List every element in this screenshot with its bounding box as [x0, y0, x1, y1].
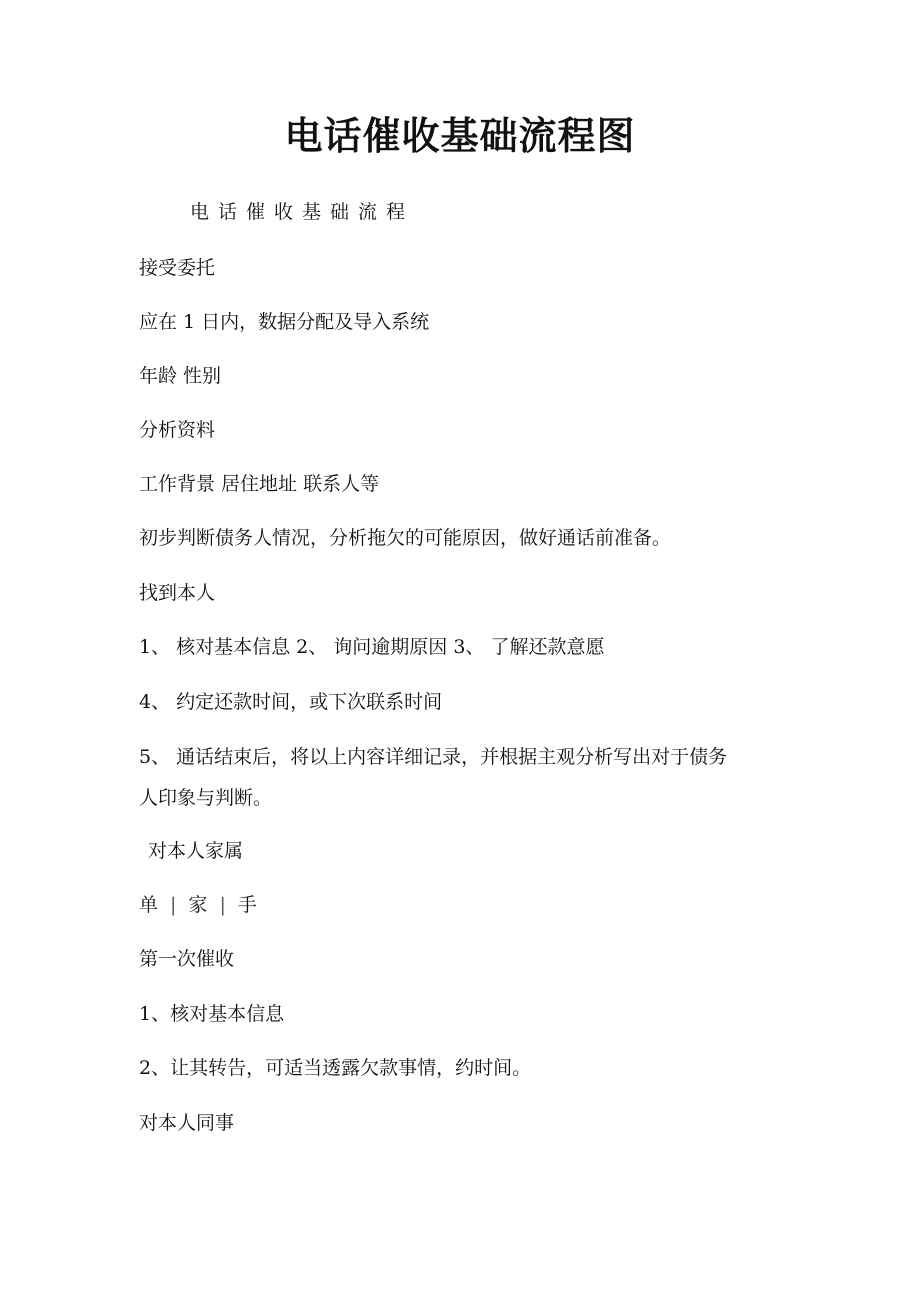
text-line: 初步判断债务人情况，分析拖欠的可能原因，做好通话前准备。: [139, 527, 672, 549]
char-row: [139, 889, 257, 921]
text-line: 人印象与判断。: [139, 787, 273, 809]
text-line: 对本人同事: [139, 1112, 235, 1134]
separator-bar: |: [170, 894, 177, 916]
text-line: 2、让其转告，可适当透露欠款事情，约时间。: [139, 1057, 532, 1079]
text-line: 对本人家属: [148, 840, 244, 862]
row-char: 手: [237, 894, 257, 916]
text-line: 1、核对基本信息: [139, 1003, 285, 1025]
text-line: 4、 约定还款时间，或下次联系时间: [139, 691, 443, 713]
subtitle: 电话催收基础流程: [190, 201, 415, 223]
separator-bar: |: [219, 894, 226, 916]
text-line: 应在 1 日内，数据分配及导入系统: [139, 311, 430, 333]
text-line: 第一次催收: [139, 948, 235, 970]
text-line: 年龄 性别: [139, 365, 222, 387]
text-line: 5、 通话结束后，将以上内容详细记录，并根据主观分析写出对于债务: [139, 746, 728, 768]
row-char: 单: [139, 894, 159, 916]
text-line: 工作背景 居住地址 联系人等: [139, 473, 380, 495]
text-line: 找到本人: [139, 582, 216, 604]
text-line: 接受委托: [139, 257, 216, 279]
row-char: 家: [188, 894, 208, 916]
page-title: 电话催收基础流程图: [284, 114, 636, 158]
text-line: 分析资料: [139, 419, 216, 441]
text-line: 1、 核对基本信息 2、 询问逾期原因 3、 了解还款意愿: [139, 636, 605, 658]
